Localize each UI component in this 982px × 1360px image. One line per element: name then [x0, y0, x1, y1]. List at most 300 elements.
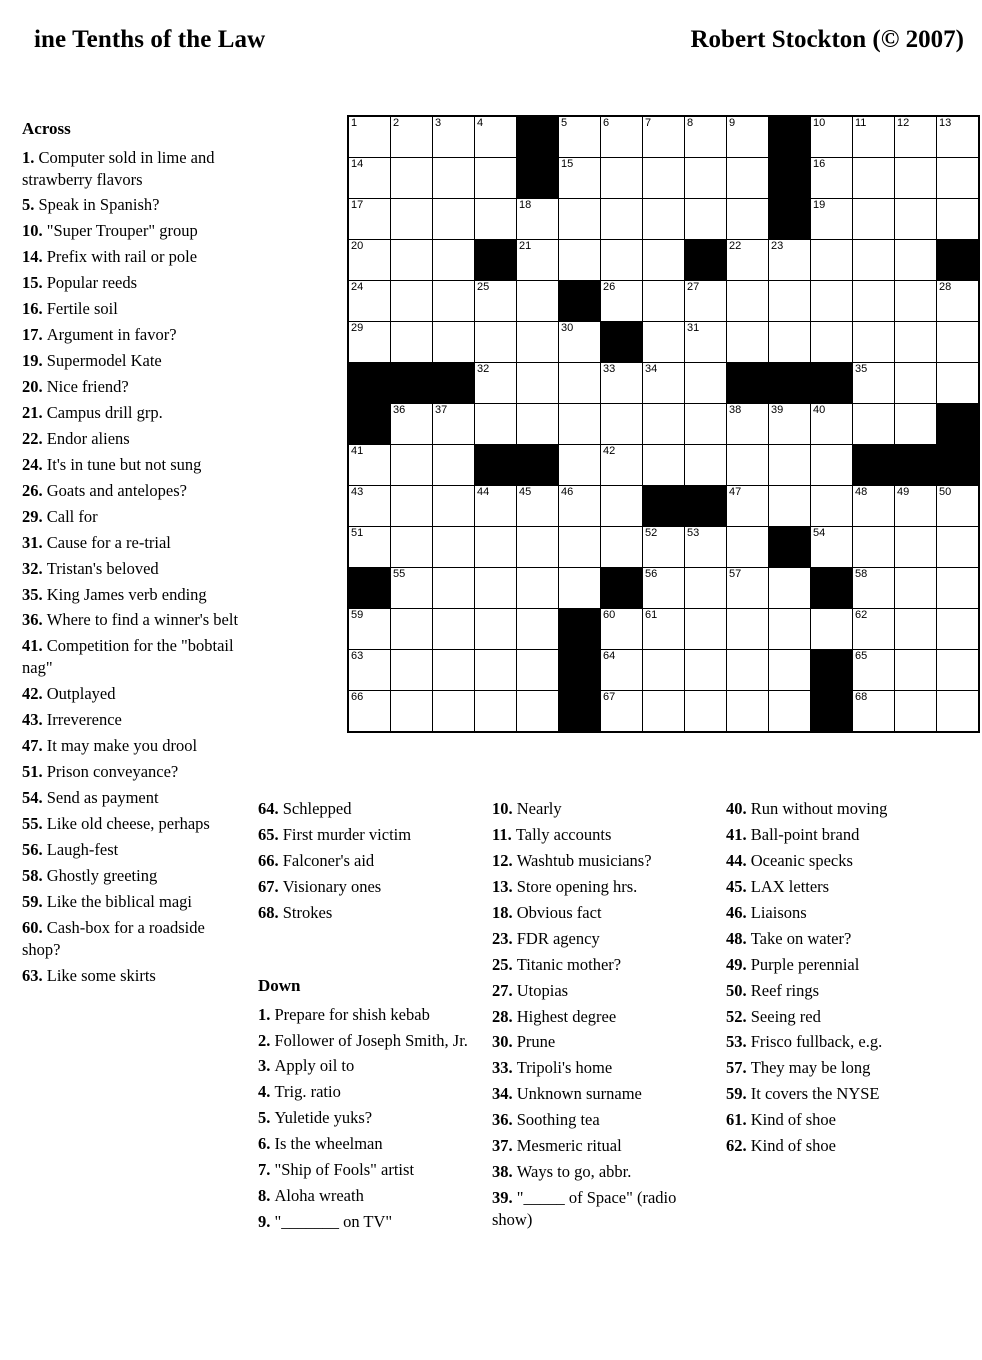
grid-cell[interactable]: [853, 568, 895, 609]
grid-cell[interactable]: [601, 650, 643, 691]
grid-cell[interactable]: [601, 363, 643, 404]
clue-item[interactable]: [22, 272, 247, 294]
clue-item[interactable]: [258, 1133, 473, 1155]
grid-cell[interactable]: [769, 240, 811, 281]
clue-item[interactable]: [22, 813, 247, 835]
grid-cell[interactable]: [643, 240, 685, 281]
clue-item[interactable]: [492, 876, 714, 898]
grid-cell[interactable]: [853, 650, 895, 691]
clue-item[interactable]: [22, 324, 247, 346]
grid-cell[interactable]: [811, 199, 853, 240]
grid-cell[interactable]: [937, 158, 980, 199]
grid-cell[interactable]: [895, 363, 937, 404]
clue-item[interactable]: [258, 1055, 473, 1077]
grid-cell[interactable]: [643, 322, 685, 363]
grid-cell[interactable]: [517, 404, 559, 445]
grid-cell[interactable]: [475, 116, 517, 158]
clue-text: Kind of shoe: [750, 1110, 836, 1130]
grid-cell[interactable]: [853, 199, 895, 240]
clue-item[interactable]: [258, 902, 473, 924]
grid-cell[interactable]: [559, 116, 601, 158]
grid-cell[interactable]: [895, 527, 937, 568]
grid-cell[interactable]: [685, 199, 727, 240]
grid-cell[interactable]: [769, 445, 811, 486]
clue-text: Visionary ones: [282, 876, 382, 896]
grid-cell[interactable]: [685, 650, 727, 691]
grid-cell[interactable]: [517, 363, 559, 404]
grid-cell[interactable]: [348, 527, 391, 568]
clue-item[interactable]: [258, 798, 473, 820]
clue-text: Kind of shoe: [750, 1136, 836, 1156]
clue-item[interactable]: [492, 902, 714, 924]
grid-cell[interactable]: [348, 650, 391, 691]
clue-text: Oceanic specks: [750, 850, 853, 870]
grid-cell[interactable]: [391, 691, 433, 733]
clue-item[interactable]: [492, 980, 714, 1002]
grid-cell[interactable]: [643, 199, 685, 240]
grid-cell[interactable]: [853, 527, 895, 568]
grid-cell[interactable]: [348, 691, 391, 733]
grid-cell[interactable]: [475, 281, 517, 322]
grid-cell[interactable]: [517, 609, 559, 650]
clue-number: 51.: [22, 762, 47, 782]
grid-cell-number: 17: [351, 199, 364, 211]
grid-cell[interactable]: [937, 322, 980, 363]
grid-cell[interactable]: [727, 281, 769, 322]
grid-cell[interactable]: [559, 445, 601, 486]
grid-cell[interactable]: [475, 158, 517, 199]
clue-item[interactable]: [258, 1185, 473, 1207]
clue-item[interactable]: [726, 1031, 961, 1053]
clue-item[interactable]: [22, 761, 247, 783]
clue-item[interactable]: [22, 558, 247, 580]
grid-cell[interactable]: [727, 404, 769, 445]
clue-item[interactable]: [492, 1083, 714, 1105]
grid-cell[interactable]: [727, 527, 769, 568]
clue-item[interactable]: [258, 1159, 473, 1181]
clue-item[interactable]: [22, 891, 247, 913]
grid-cell[interactable]: [391, 445, 433, 486]
grid-cell[interactable]: [853, 116, 895, 158]
clue-item[interactable]: [22, 609, 247, 631]
grid-cell[interactable]: [433, 445, 475, 486]
grid-cell[interactable]: [895, 199, 937, 240]
grid-cell[interactable]: [559, 158, 601, 199]
clue-item[interactable]: [22, 965, 247, 987]
grid-cell[interactable]: [895, 158, 937, 199]
clue-item[interactable]: [22, 683, 247, 705]
grid-cell[interactable]: [433, 116, 475, 158]
grid-cell[interactable]: [559, 568, 601, 609]
clue-item[interactable]: [492, 798, 714, 820]
grid-cell[interactable]: [769, 281, 811, 322]
grid-cell[interactable]: [643, 691, 685, 733]
grid-cell[interactable]: [685, 404, 727, 445]
clue-item[interactable]: [22, 917, 247, 961]
grid-cell[interactable]: [348, 116, 391, 158]
grid-cell[interactable]: [517, 650, 559, 691]
grid-cell[interactable]: [727, 322, 769, 363]
grid-cell[interactable]: [643, 609, 685, 650]
grid-cell[interactable]: [853, 322, 895, 363]
grid-cell[interactable]: [811, 486, 853, 527]
grid-cell[interactable]: [853, 404, 895, 445]
grid-cell[interactable]: [348, 322, 391, 363]
across-clue-list-1: [22, 147, 247, 987]
grid-cell[interactable]: [559, 527, 601, 568]
clue-text: Seeing red: [750, 1006, 821, 1026]
grid-cell[interactable]: [685, 527, 727, 568]
grid-cell[interactable]: [348, 281, 391, 322]
grid-cell[interactable]: [853, 240, 895, 281]
grid-cell[interactable]: [348, 199, 391, 240]
grid-cell[interactable]: [727, 609, 769, 650]
grid-cell[interactable]: [727, 199, 769, 240]
grid-cell[interactable]: [727, 568, 769, 609]
clue-item[interactable]: [22, 376, 247, 398]
grid-cell[interactable]: [769, 609, 811, 650]
grid-cell[interactable]: [643, 404, 685, 445]
clue-item[interactable]: [22, 735, 247, 757]
grid-cell[interactable]: [895, 650, 937, 691]
grid-block-cell: [475, 240, 517, 281]
grid-cell[interactable]: [433, 527, 475, 568]
grid-cell[interactable]: [853, 158, 895, 199]
grid-cell[interactable]: [601, 691, 643, 733]
grid-cell[interactable]: [433, 404, 475, 445]
grid-cell[interactable]: [811, 281, 853, 322]
clue-item[interactable]: [258, 1030, 473, 1052]
grid-cell[interactable]: [517, 486, 559, 527]
clue-item[interactable]: [22, 709, 247, 731]
grid-cell-number: 15: [561, 158, 574, 170]
grid-cell[interactable]: [517, 322, 559, 363]
grid-cell[interactable]: [517, 568, 559, 609]
clue-item[interactable]: [726, 876, 961, 898]
clue-item[interactable]: [258, 850, 473, 872]
grid-cell[interactable]: [348, 158, 391, 199]
grid-cell[interactable]: [685, 363, 727, 404]
grid-cell[interactable]: [475, 363, 517, 404]
clue-number: 44.: [726, 850, 751, 870]
grid-cell[interactable]: [517, 527, 559, 568]
grid-cell[interactable]: [811, 527, 853, 568]
grid-cell[interactable]: [433, 568, 475, 609]
grid-cell-number: 53: [687, 527, 700, 539]
grid-cell[interactable]: [895, 609, 937, 650]
grid-cell[interactable]: [601, 116, 643, 158]
grid-cell[interactable]: [433, 322, 475, 363]
grid-cell[interactable]: [853, 609, 895, 650]
grid-cell[interactable]: [391, 240, 433, 281]
grid-cell[interactable]: [517, 199, 559, 240]
grid-cell[interactable]: [348, 240, 391, 281]
clue-item[interactable]: [492, 1109, 714, 1131]
clue-item[interactable]: [258, 1081, 473, 1103]
grid-cell[interactable]: [391, 199, 433, 240]
clue-text: Is the wheelman: [274, 1134, 383, 1154]
grid-cell[interactable]: [475, 650, 517, 691]
clue-item[interactable]: [492, 1057, 714, 1079]
clue-item[interactable]: [726, 1109, 961, 1131]
down-clue-list-1: [258, 1004, 473, 1233]
clue-item[interactable]: [22, 480, 247, 502]
grid-cell[interactable]: [391, 650, 433, 691]
grid-cell[interactable]: [727, 486, 769, 527]
grid-block-cell: [601, 568, 643, 609]
grid-cell[interactable]: [853, 486, 895, 527]
grid-cell[interactable]: [727, 691, 769, 733]
grid-cell[interactable]: [433, 486, 475, 527]
grid-cell[interactable]: [601, 445, 643, 486]
clue-item[interactable]: [726, 1006, 961, 1028]
grid-cell[interactable]: [937, 486, 980, 527]
clue-text: Speak in Spanish?: [38, 195, 160, 215]
grid-cell[interactable]: [643, 527, 685, 568]
grid-cell[interactable]: [853, 281, 895, 322]
clue-text: They may be long: [750, 1058, 871, 1078]
grid-cell[interactable]: [517, 240, 559, 281]
grid-cell[interactable]: [391, 568, 433, 609]
clue-item[interactable]: [22, 454, 247, 476]
grid-cell[interactable]: [937, 199, 980, 240]
grid-cell[interactable]: [517, 281, 559, 322]
clue-text: Liaisons: [750, 902, 807, 922]
grid-cell[interactable]: [685, 158, 727, 199]
grid-cell[interactable]: [601, 281, 643, 322]
grid-cell[interactable]: [811, 116, 853, 158]
clue-number: 63.: [22, 965, 47, 985]
grid-cell[interactable]: [895, 322, 937, 363]
grid-cell[interactable]: [643, 363, 685, 404]
grid-cell[interactable]: [685, 609, 727, 650]
grid-cell[interactable]: [433, 240, 475, 281]
clue-item[interactable]: [22, 787, 247, 809]
grid-cell[interactable]: [811, 609, 853, 650]
clue-item[interactable]: [726, 1135, 961, 1157]
grid-cell-number: 67: [603, 691, 616, 703]
grid-cell[interactable]: [727, 116, 769, 158]
grid-cell[interactable]: [643, 158, 685, 199]
clue-item[interactable]: [22, 635, 247, 679]
grid-cell[interactable]: [895, 404, 937, 445]
clue-item[interactable]: [22, 584, 247, 606]
grid-cell[interactable]: [769, 568, 811, 609]
grid-cell[interactable]: [811, 445, 853, 486]
grid-cell[interactable]: [643, 281, 685, 322]
grid-cell[interactable]: [601, 199, 643, 240]
grid-cell[interactable]: [475, 691, 517, 733]
grid-cell[interactable]: [937, 609, 980, 650]
down-clue-list-3: [726, 798, 961, 1157]
grid-cell[interactable]: [391, 486, 433, 527]
clue-item[interactable]: [22, 350, 247, 372]
grid-cell-number: 33: [603, 363, 616, 375]
clue-item[interactable]: [22, 298, 247, 320]
grid-block-cell: [348, 404, 391, 445]
grid-cell-number: 30: [561, 322, 574, 334]
grid-cell[interactable]: [475, 609, 517, 650]
clue-item[interactable]: [492, 1006, 714, 1028]
grid-cell[interactable]: [559, 240, 601, 281]
grid-cell[interactable]: [811, 404, 853, 445]
grid-cell[interactable]: [559, 199, 601, 240]
clue-item[interactable]: [492, 850, 714, 872]
clue-item[interactable]: [492, 928, 714, 950]
grid-cell[interactable]: [433, 691, 475, 733]
grid-cell[interactable]: [601, 527, 643, 568]
clue-number: 43.: [22, 710, 47, 730]
clue-item[interactable]: [22, 428, 247, 450]
clue-item[interactable]: [258, 1211, 473, 1233]
crossword-grid[interactable]: [347, 115, 980, 733]
grid-cell[interactable]: [685, 116, 727, 158]
grid-cell[interactable]: [433, 199, 475, 240]
grid-cell[interactable]: [685, 691, 727, 733]
grid-cell[interactable]: [811, 240, 853, 281]
clue-item[interactable]: [726, 902, 961, 924]
clue-text: "Ship of Fools" artist: [274, 1160, 415, 1180]
grid-cell[interactable]: [601, 486, 643, 527]
grid-cell[interactable]: [727, 445, 769, 486]
clue-item[interactable]: [492, 1031, 714, 1053]
clue-item[interactable]: [22, 147, 247, 191]
grid-cell-number: 19: [813, 199, 826, 211]
grid-cell[interactable]: [685, 568, 727, 609]
grid-cell[interactable]: [643, 650, 685, 691]
grid-cell[interactable]: [769, 650, 811, 691]
grid-cell[interactable]: [937, 650, 980, 691]
grid-cell[interactable]: [853, 363, 895, 404]
grid-cell[interactable]: [769, 691, 811, 733]
clue-item[interactable]: [22, 839, 247, 861]
grid-cell[interactable]: [559, 322, 601, 363]
grid-cell[interactable]: [727, 650, 769, 691]
grid-cell[interactable]: [937, 363, 980, 404]
grid-cell[interactable]: [601, 158, 643, 199]
clue-item[interactable]: [22, 220, 247, 242]
clue-item[interactable]: [22, 246, 247, 268]
clue-item[interactable]: [726, 1057, 961, 1079]
grid-cell[interactable]: [433, 609, 475, 650]
grid-cell[interactable]: [475, 404, 517, 445]
clue-item[interactable]: [492, 954, 714, 976]
grid-cell[interactable]: [685, 281, 727, 322]
grid-table[interactable]: [347, 115, 980, 733]
grid-cell[interactable]: [643, 445, 685, 486]
grid-cell[interactable]: [391, 527, 433, 568]
clue-number: 65.: [258, 824, 283, 844]
clue-item[interactable]: [258, 876, 473, 898]
clue-item[interactable]: [726, 980, 961, 1002]
grid-cell[interactable]: [895, 240, 937, 281]
grid-cell[interactable]: [643, 568, 685, 609]
clue-item[interactable]: [492, 1187, 714, 1231]
grid-cell[interactable]: [895, 281, 937, 322]
grid-cell[interactable]: [937, 281, 980, 322]
grid-cell[interactable]: [391, 116, 433, 158]
clue-item[interactable]: [258, 824, 473, 846]
grid-cell[interactable]: [348, 445, 391, 486]
grid-cell[interactable]: [559, 404, 601, 445]
clue-item[interactable]: [726, 850, 961, 872]
grid-cell[interactable]: [727, 240, 769, 281]
clue-item[interactable]: [258, 1107, 473, 1129]
clue-text: Supermodel Kate: [46, 351, 162, 371]
grid-cell[interactable]: [475, 527, 517, 568]
grid-cell[interactable]: [601, 404, 643, 445]
grid-cell[interactable]: [769, 404, 811, 445]
clue-item[interactable]: [726, 798, 961, 820]
grid-cell-number: 45: [519, 486, 532, 498]
grid-cell[interactable]: [391, 281, 433, 322]
clue-item[interactable]: [22, 865, 247, 887]
grid-cell[interactable]: [348, 609, 391, 650]
grid-cell[interactable]: [475, 486, 517, 527]
grid-cell[interactable]: [601, 240, 643, 281]
grid-cell[interactable]: [517, 691, 559, 733]
clue-text: Send as payment: [46, 788, 159, 808]
grid-cell[interactable]: [727, 158, 769, 199]
clue-item[interactable]: [726, 1083, 961, 1105]
grid-cell[interactable]: [895, 691, 937, 733]
grid-cell[interactable]: [475, 568, 517, 609]
clue-item[interactable]: [22, 402, 247, 424]
clue-item[interactable]: [492, 1135, 714, 1157]
grid-cell[interactable]: [348, 486, 391, 527]
grid-cell[interactable]: [895, 116, 937, 158]
grid-cell[interactable]: [937, 691, 980, 733]
grid-cell[interactable]: [391, 158, 433, 199]
grid-cell[interactable]: [937, 116, 980, 158]
grid-cell[interactable]: [601, 609, 643, 650]
grid-cell[interactable]: [811, 322, 853, 363]
grid-cell[interactable]: [559, 486, 601, 527]
grid-cell[interactable]: [811, 158, 853, 199]
grid-cell[interactable]: [643, 116, 685, 158]
clue-item[interactable]: [492, 1161, 714, 1183]
grid-cell[interactable]: [685, 445, 727, 486]
clue-item[interactable]: [492, 824, 714, 846]
clue-item[interactable]: [22, 532, 247, 554]
grid-cell[interactable]: [391, 609, 433, 650]
grid-cell[interactable]: [685, 322, 727, 363]
grid-cell[interactable]: [391, 404, 433, 445]
clue-item[interactable]: [726, 928, 961, 950]
clue-text: Soothing tea: [516, 1110, 600, 1130]
clue-item[interactable]: [726, 824, 961, 846]
grid-cell[interactable]: [475, 322, 517, 363]
grid-cell[interactable]: [559, 363, 601, 404]
clue-item[interactable]: [258, 1004, 473, 1026]
clue-item[interactable]: [22, 506, 247, 528]
grid-cell[interactable]: [937, 527, 980, 568]
grid-cell[interactable]: [769, 486, 811, 527]
clue-number: 61.: [726, 1110, 751, 1130]
grid-cell[interactable]: [769, 322, 811, 363]
grid-cell[interactable]: [475, 199, 517, 240]
grid-cell[interactable]: [853, 691, 895, 733]
grid-cell[interactable]: [391, 322, 433, 363]
grid-cell[interactable]: [433, 650, 475, 691]
clue-item[interactable]: [726, 954, 961, 976]
clue-item[interactable]: [22, 194, 247, 216]
grid-cell[interactable]: [433, 158, 475, 199]
grid-cell[interactable]: [895, 568, 937, 609]
grid-cell[interactable]: [895, 486, 937, 527]
grid-cell[interactable]: [433, 281, 475, 322]
grid-cell[interactable]: [937, 568, 980, 609]
